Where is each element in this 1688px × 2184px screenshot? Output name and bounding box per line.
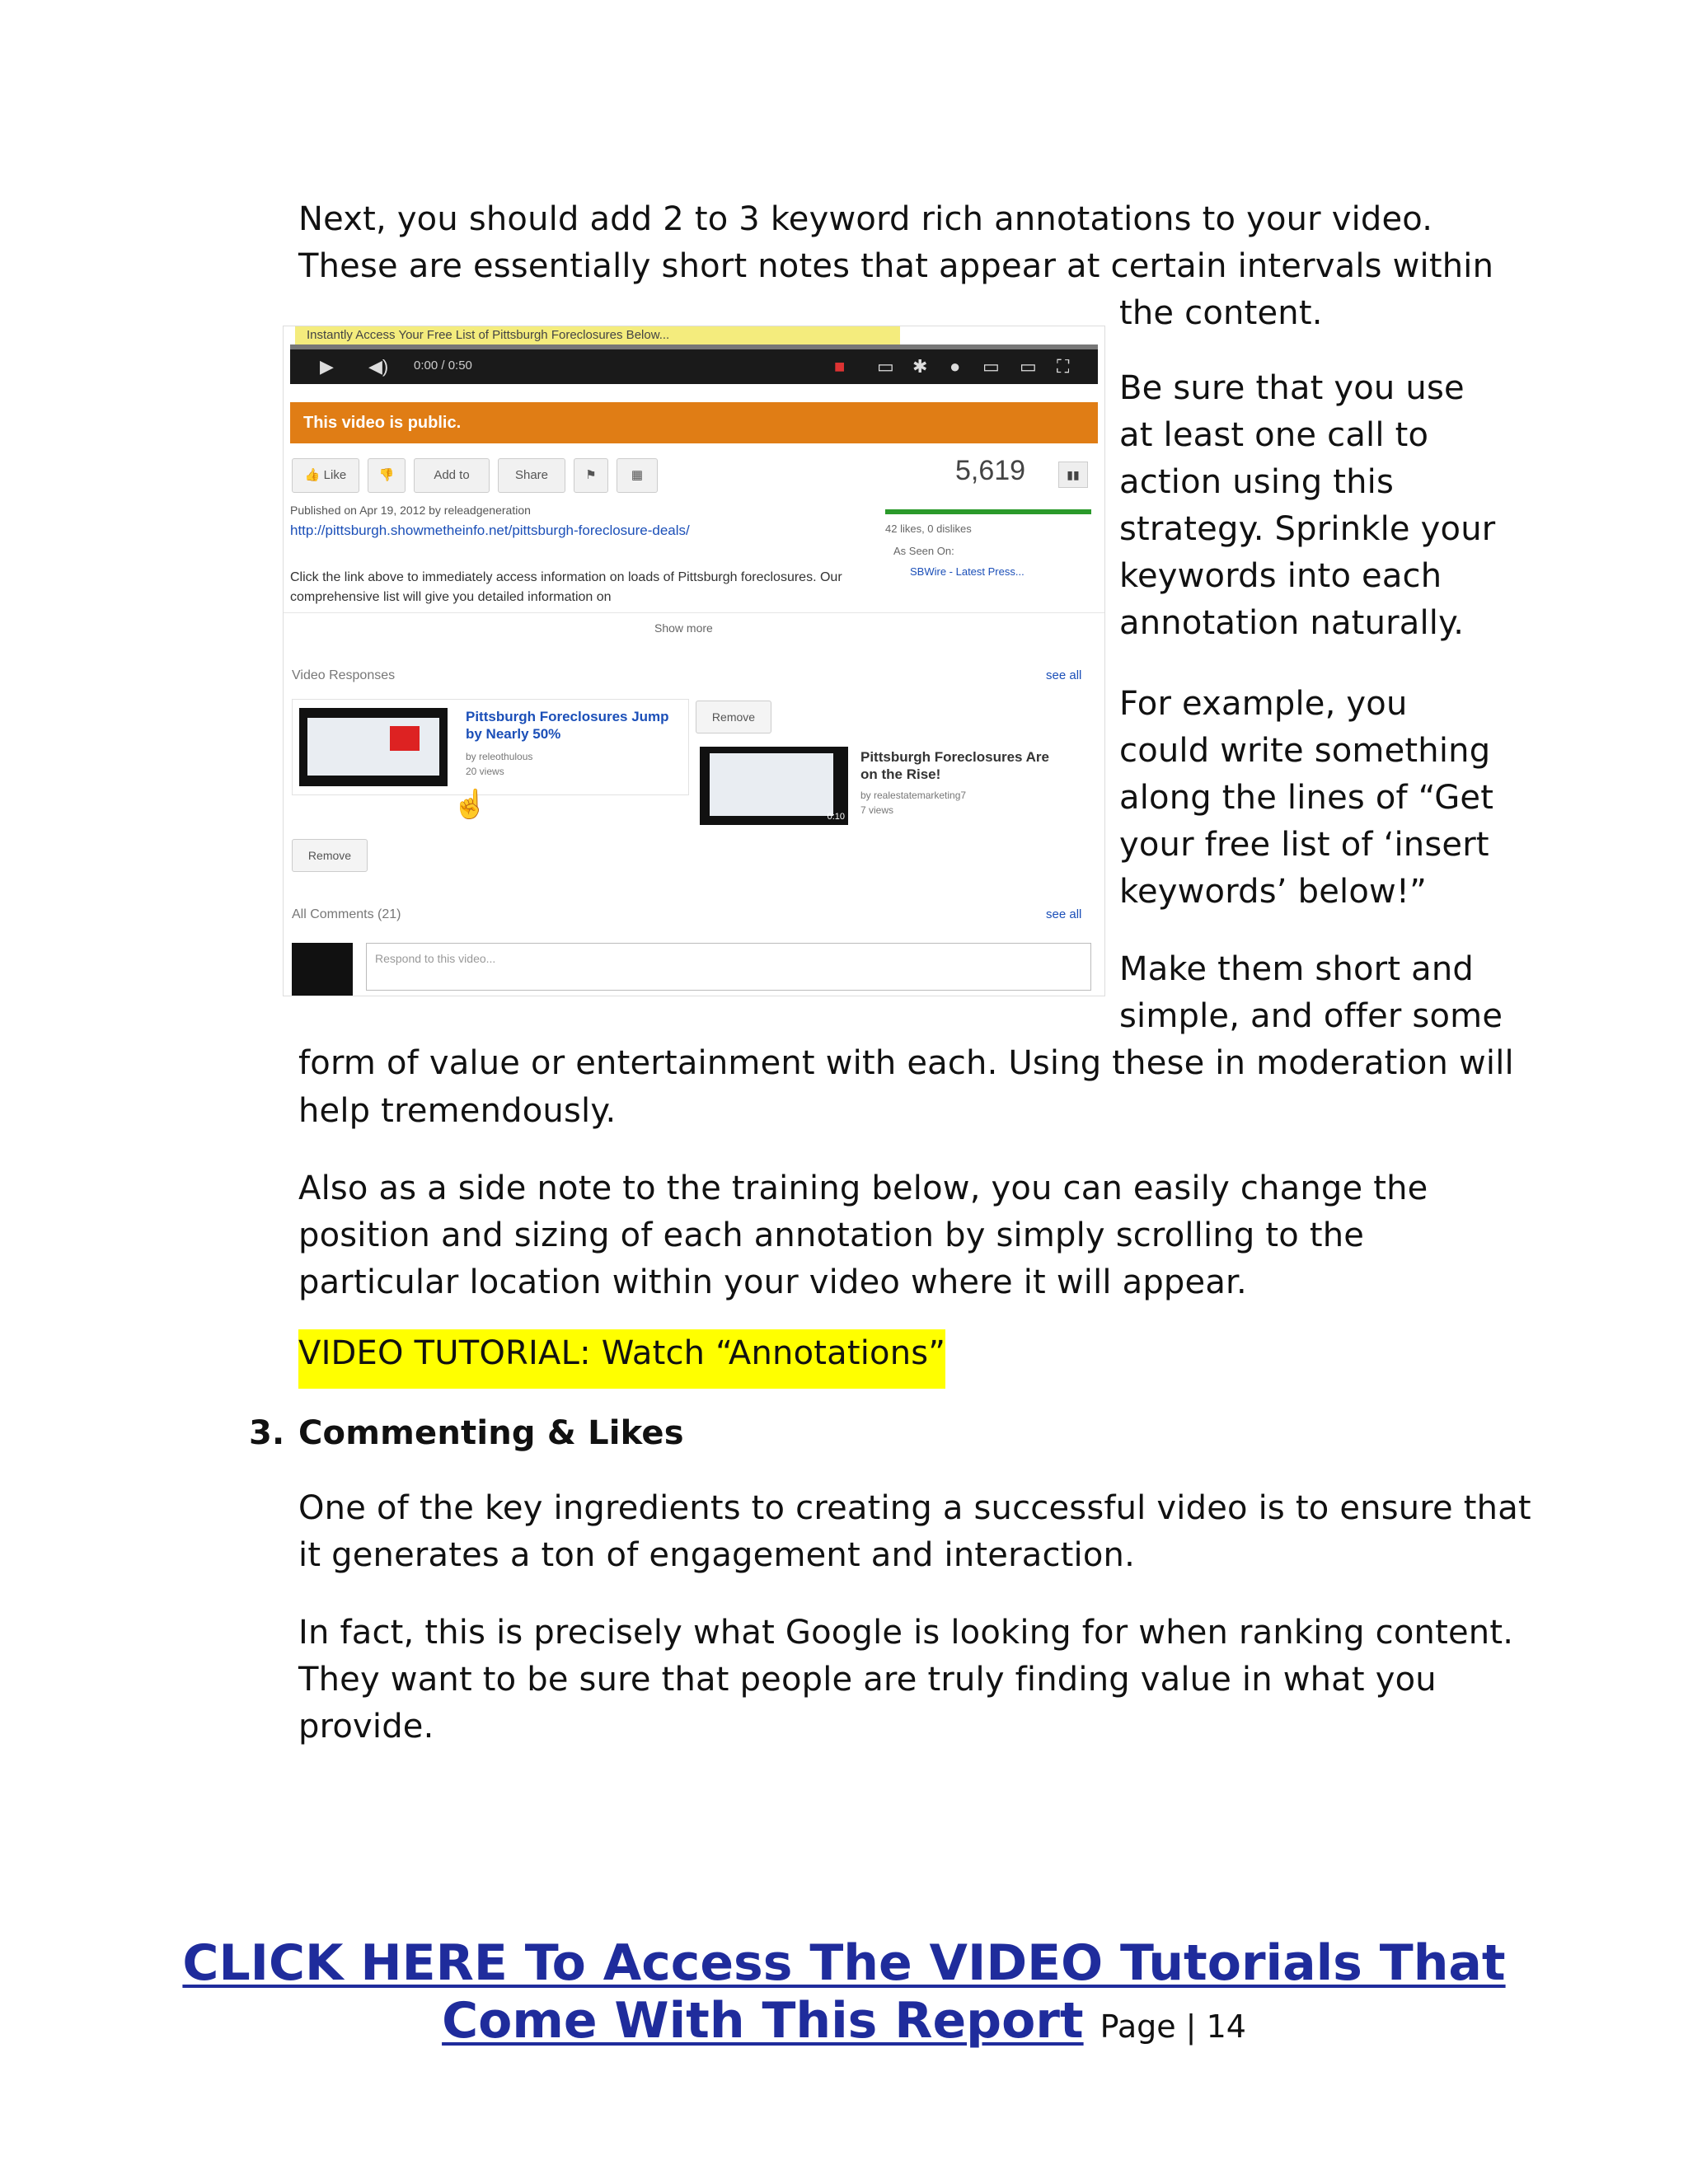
view-count: 5,619 xyxy=(955,455,1026,486)
paragraph-line: These are essentially short notes that appear at certain intervals within xyxy=(298,247,1494,285)
paragraph-line: help tremendously. xyxy=(298,1092,617,1130)
flag-button: ⚑ xyxy=(574,458,608,493)
cta-link-line2-wrapper xyxy=(0,1992,1688,2055)
video-responses-heading: Video Responses xyxy=(292,668,396,682)
gear-icon: ✱ xyxy=(912,356,928,377)
comment-input: Respond to this video... xyxy=(366,943,1091,991)
response-thumbnail xyxy=(299,708,448,786)
divider xyxy=(284,612,1104,613)
video-tutorial-label: VIDEO TUTORIAL: Watch “Annotations” xyxy=(298,1329,945,1389)
paragraph-line: Next, you should add 2 to 3 keyword rich annotations to your video. xyxy=(298,200,1433,238)
annotation-banner: Instantly Access Your Free List of Pittsburgh Foreclosures Below... xyxy=(295,326,900,344)
video-time: 0:00 / 0:50 xyxy=(414,359,472,373)
video-duration: 0:10 xyxy=(827,812,845,822)
response-thumbnail xyxy=(700,747,848,825)
paragraph-line: form of value or entertainment with each. Using these in moderation will xyxy=(298,1044,1514,1082)
like-button: 👍 Like xyxy=(292,458,359,493)
section-heading: Commenting & Likes xyxy=(298,1414,684,1452)
avatar xyxy=(292,943,353,996)
add-to-button: Add to xyxy=(414,458,490,493)
show-more: Show more xyxy=(654,621,713,635)
fullscreen-icon: ⛶ xyxy=(1057,356,1070,377)
response-title: Pittsburgh Foreclosures Jump by Nearly 50% xyxy=(466,709,669,742)
response-card xyxy=(292,699,689,795)
published-line: Published on Apr 19, 2012 by releadgeneration xyxy=(290,504,531,517)
paragraph-example: For example, you could write something along the lines of “Get your free list of ‘insert keywords’ below!” xyxy=(1119,685,1494,911)
paragraph-line: the content. xyxy=(1119,294,1323,332)
play-icon: ▶ xyxy=(320,356,334,377)
video-description: Click the link above to immediately access information on loads of Pittsburgh foreclosures. Our comprehensive list will give you detailed information on xyxy=(290,570,842,604)
info-icon: ● xyxy=(950,356,961,377)
all-comments-heading: All Comments (21) xyxy=(292,907,401,921)
response-title: Pittsburgh Foreclosures Are on the Rise! xyxy=(860,749,1049,782)
page-number: Page | 14 xyxy=(1100,2008,1246,2045)
response-meta: by releothulous 20 views xyxy=(466,751,533,777)
paragraph-line: particular location within your video where it will appear. xyxy=(298,1263,1247,1301)
share-button: Share xyxy=(498,458,565,493)
see-all-link: see all xyxy=(1046,907,1082,921)
paragraph-line: Also as a side note to the training below, you can easily change the xyxy=(298,1169,1428,1207)
paragraph-line: position and sizing of each annotation by simply scrolling to the xyxy=(298,1216,1365,1254)
paragraph-line: it generates a ton of engagement and interaction. xyxy=(298,1536,1135,1574)
likes-count: 42 likes, 0 dislikes xyxy=(885,523,972,535)
video-player-bar xyxy=(290,344,1098,384)
response-meta: by realestatemarketing7 7 views xyxy=(860,790,967,816)
paragraph-call-to-action: Be sure that you use at least one call to action using this strategy. Sprinkle your keywords into each annotation naturally. xyxy=(1119,369,1496,642)
sbwire-link: SBWire - Latest Press... xyxy=(910,565,1025,578)
remove-button: Remove xyxy=(696,701,771,733)
small-player-icon: ▭ xyxy=(982,356,1000,377)
description-link: http://pittsburgh.showmetheinfo.net/pittsburgh-foreclosure-deals/ xyxy=(290,523,690,538)
section-number: 3. xyxy=(249,1414,285,1452)
remove-button: Remove xyxy=(292,839,368,872)
cta-link-line1[interactable]: CLICK HERE To Access The VIDEO Tutorials That xyxy=(182,1934,1506,1992)
mouse-cursor-icon: ☝ xyxy=(452,789,488,820)
seen-on-label: As Seen On: xyxy=(893,545,954,557)
like-ratio-bar xyxy=(885,509,1091,514)
stats-button: ▦ xyxy=(617,458,658,493)
paragraph-short-simple: Make them short and simple, and offer some xyxy=(1119,950,1503,1035)
stats-icon: ▮▮ xyxy=(1058,462,1088,488)
youtube-annotation-screenshot xyxy=(283,326,1105,996)
paragraph-line: They want to be sure that people are truly finding value in what you xyxy=(298,1661,1437,1699)
dislike-button: 👎 xyxy=(368,458,406,493)
video-tutorial-link[interactable] xyxy=(298,1330,945,1377)
progress-bar xyxy=(290,344,1098,349)
annotation-icon: ■ xyxy=(834,356,846,377)
cta-link-line2[interactable]: Come With This Report xyxy=(442,1992,1084,2050)
volume-icon: ◀) xyxy=(368,356,389,377)
large-player-icon: ▭ xyxy=(1020,356,1037,377)
captions-icon: ▭ xyxy=(877,356,894,377)
public-notice: This video is public. xyxy=(290,402,1098,443)
paragraph-line: In fact, this is precisely what Google is looking for when ranking content. xyxy=(298,1614,1514,1652)
paragraph-line: One of the key ingredients to creating a successful video is to ensure that xyxy=(298,1489,1531,1527)
paragraph-line: provide. xyxy=(298,1708,434,1746)
see-all-link: see all xyxy=(1046,668,1082,682)
